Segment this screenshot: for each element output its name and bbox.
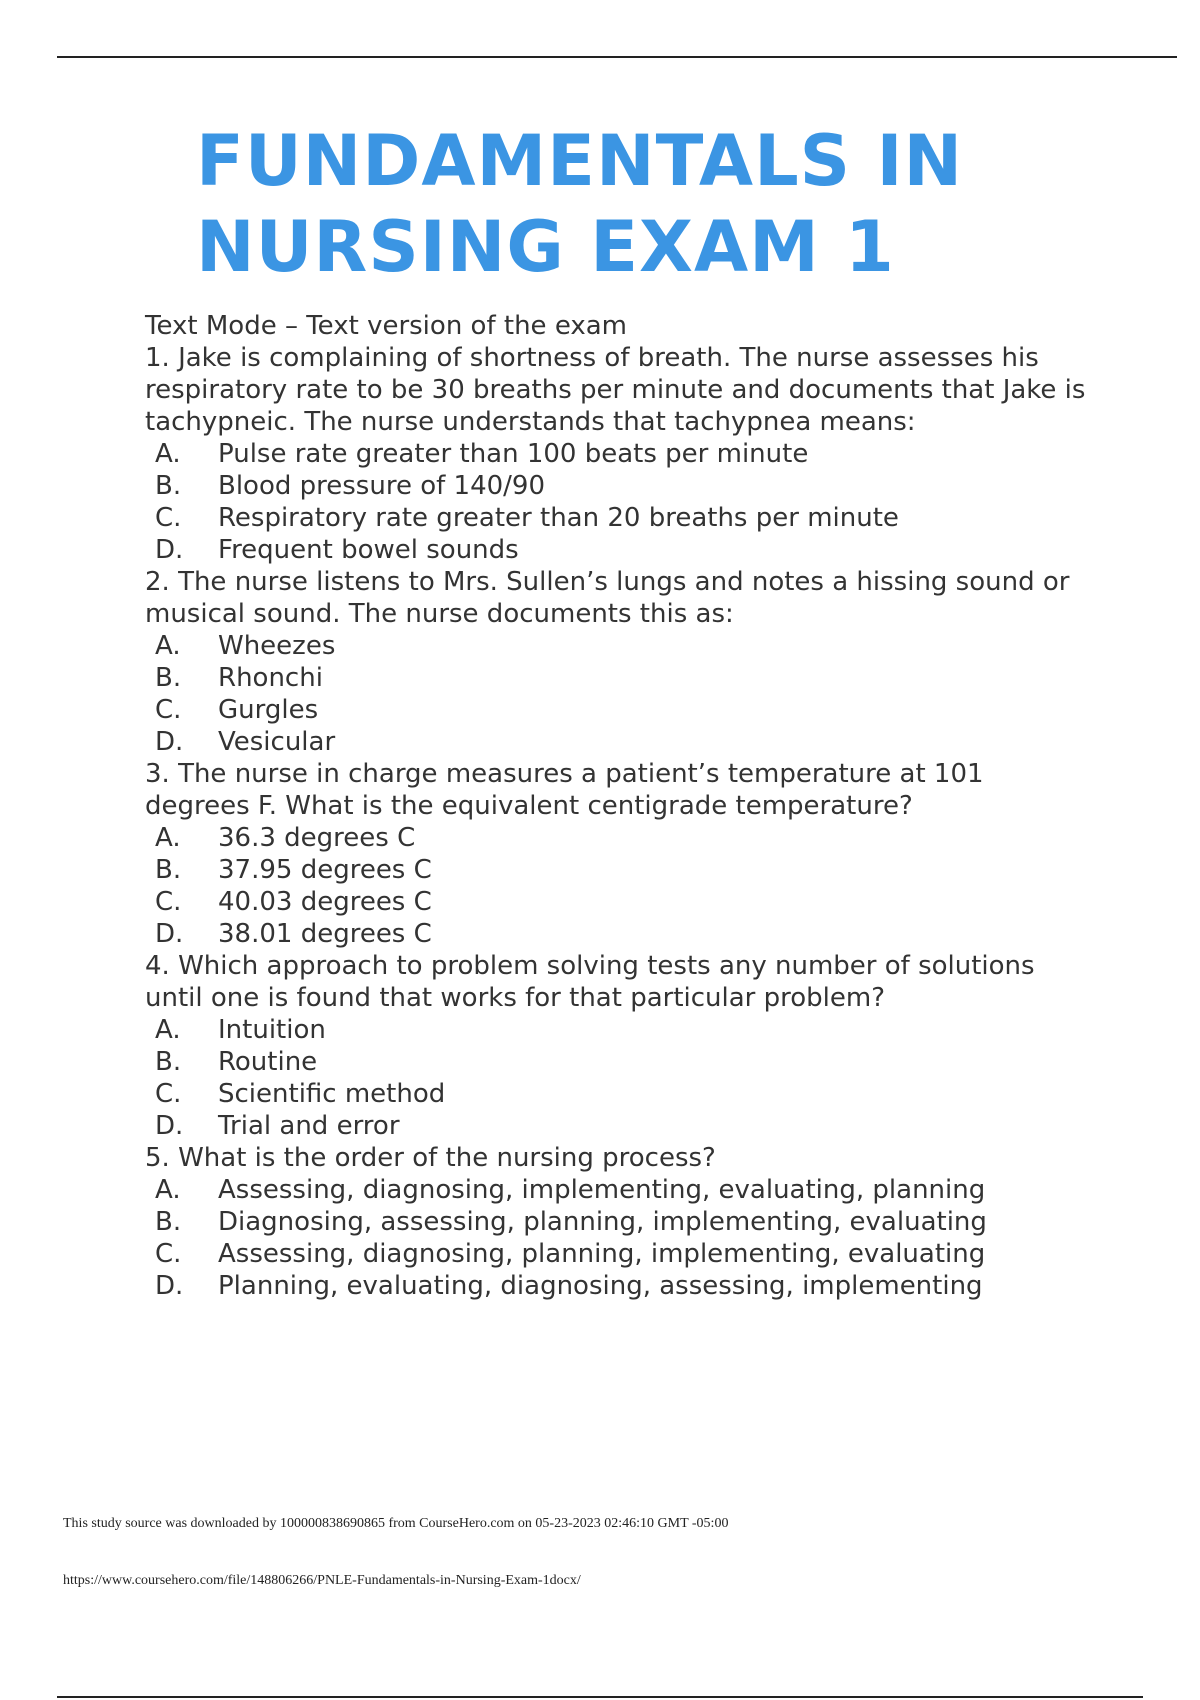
- title-line-2: NURSING EXAM 1: [196, 206, 895, 288]
- option-text: Trial and error: [218, 1111, 400, 1141]
- option-text: 40.03 degrees C: [218, 887, 432, 917]
- option-letter: C.: [155, 887, 182, 917]
- question-block: [145, 950, 1095, 1142]
- question-list: [145, 342, 1095, 1302]
- option-text: Assessing, diagnosing, implementing, evaluating, planning: [218, 1175, 986, 1205]
- option-letter: A.: [155, 631, 181, 661]
- option-text: Gurgles: [218, 695, 319, 725]
- answer-option: [145, 662, 1095, 694]
- question-text: 4. Which approach to problem solving tests any number of solutions until one is found that works for that particular problem?: [145, 951, 1035, 1013]
- option-letter: C.: [155, 503, 182, 533]
- option-letter: D.: [155, 919, 184, 949]
- option-letter: B.: [155, 1047, 182, 1077]
- option-text: Blood pressure of 140/90: [218, 471, 546, 501]
- option-letter: D.: [155, 1271, 184, 1301]
- option-text: Intuition: [218, 1015, 326, 1045]
- option-text: Vesicular: [218, 727, 336, 757]
- option-letter: B.: [155, 663, 182, 693]
- answer-options: [145, 630, 1095, 758]
- document-title: [196, 118, 1096, 290]
- source-url: https://www.coursehero.com/file/148806266/PNLE-Fundamentals-in-Nursing-Exam-1docx/: [63, 1573, 581, 1588]
- answer-option: [145, 502, 1095, 534]
- option-text: Wheezes: [218, 631, 336, 661]
- option-text: Respiratory rate greater than 20 breaths per minute: [218, 503, 899, 533]
- answer-option: [145, 726, 1095, 758]
- answer-options: [145, 438, 1095, 566]
- option-text: 37.95 degrees C: [218, 855, 432, 885]
- option-letter: A.: [155, 439, 181, 469]
- option-letter: C.: [155, 695, 182, 725]
- option-letter: D.: [155, 535, 184, 565]
- answer-option: [145, 1046, 1095, 1078]
- top-rule: [57, 56, 1177, 58]
- exam-content: [145, 310, 1095, 1302]
- option-letter: B.: [155, 471, 182, 501]
- answer-option: [145, 886, 1095, 918]
- answer-options: [145, 1014, 1095, 1142]
- option-text: Frequent bowel sounds: [218, 535, 519, 565]
- question-block: [145, 342, 1095, 566]
- title-line-1: FUNDAMENTALS IN: [196, 120, 964, 202]
- answer-option: [145, 1174, 1095, 1206]
- answer-options: [145, 822, 1095, 950]
- download-source-note: This study source was downloaded by 100000838690865 from CourseHero.com on 05-23-2023 02:46:10 GMT -05:00: [63, 1516, 729, 1531]
- answer-option: [145, 534, 1095, 566]
- option-letter: D.: [155, 727, 184, 757]
- question-text: 3. The nurse in charge measures a patient’s temperature at 101 degrees F. What is the equivalent centigrade temperature?: [145, 759, 984, 821]
- answer-option: [145, 1110, 1095, 1142]
- option-text: 36.3 degrees C: [218, 823, 416, 853]
- option-letter: A.: [155, 1015, 181, 1045]
- question-text: 5. What is the order of the nursing process?: [145, 1143, 716, 1173]
- option-letter: D.: [155, 1111, 184, 1141]
- answer-option: [145, 630, 1095, 662]
- option-text: Assessing, diagnosing, planning, implementing, evaluating: [218, 1239, 986, 1269]
- question-block: [145, 758, 1095, 950]
- option-letter: B.: [155, 1207, 182, 1237]
- answer-option: [145, 1270, 1095, 1302]
- option-text: Diagnosing, assessing, planning, implementing, evaluating: [218, 1207, 987, 1237]
- option-text: Planning, evaluating, diagnosing, assessing, implementing: [218, 1271, 983, 1301]
- answer-options: [145, 1174, 1095, 1302]
- option-text: Scientific method: [218, 1079, 446, 1109]
- answer-option: [145, 918, 1095, 950]
- question-text: 1. Jake is complaining of shortness of breath. The nurse assesses his respiratory rate to be 30 breaths per minute and documents that Jake is tachypneic. The nurse understands that tachypnea means:: [145, 343, 1086, 437]
- option-text: 38.01 degrees C: [218, 919, 432, 949]
- question-text: 2. The nurse listens to Mrs. Sullen’s lungs and notes a hissing sound or musical sound. The nurse documents this as:: [145, 567, 1070, 629]
- subtitle: Text Mode – Text version of the exam: [145, 311, 628, 341]
- question-block: [145, 566, 1095, 758]
- answer-option: [145, 470, 1095, 502]
- answer-option: [145, 1238, 1095, 1270]
- answer-option: [145, 822, 1095, 854]
- answer-option: [145, 1078, 1095, 1110]
- answer-option: [145, 1206, 1095, 1238]
- question-block: [145, 1142, 1095, 1302]
- option-text: Routine: [218, 1047, 318, 1077]
- answer-option: [145, 694, 1095, 726]
- bottom-rule: [57, 1696, 1143, 1698]
- option-letter: A.: [155, 1175, 181, 1205]
- answer-option: [145, 854, 1095, 886]
- option-letter: B.: [155, 855, 182, 885]
- answer-option: [145, 1014, 1095, 1046]
- option-text: Rhonchi: [218, 663, 323, 693]
- option-letter: C.: [155, 1079, 182, 1109]
- option-text: Pulse rate greater than 100 beats per minute: [218, 439, 809, 469]
- option-letter: C.: [155, 1239, 182, 1269]
- option-letter: A.: [155, 823, 181, 853]
- answer-option: [145, 438, 1095, 470]
